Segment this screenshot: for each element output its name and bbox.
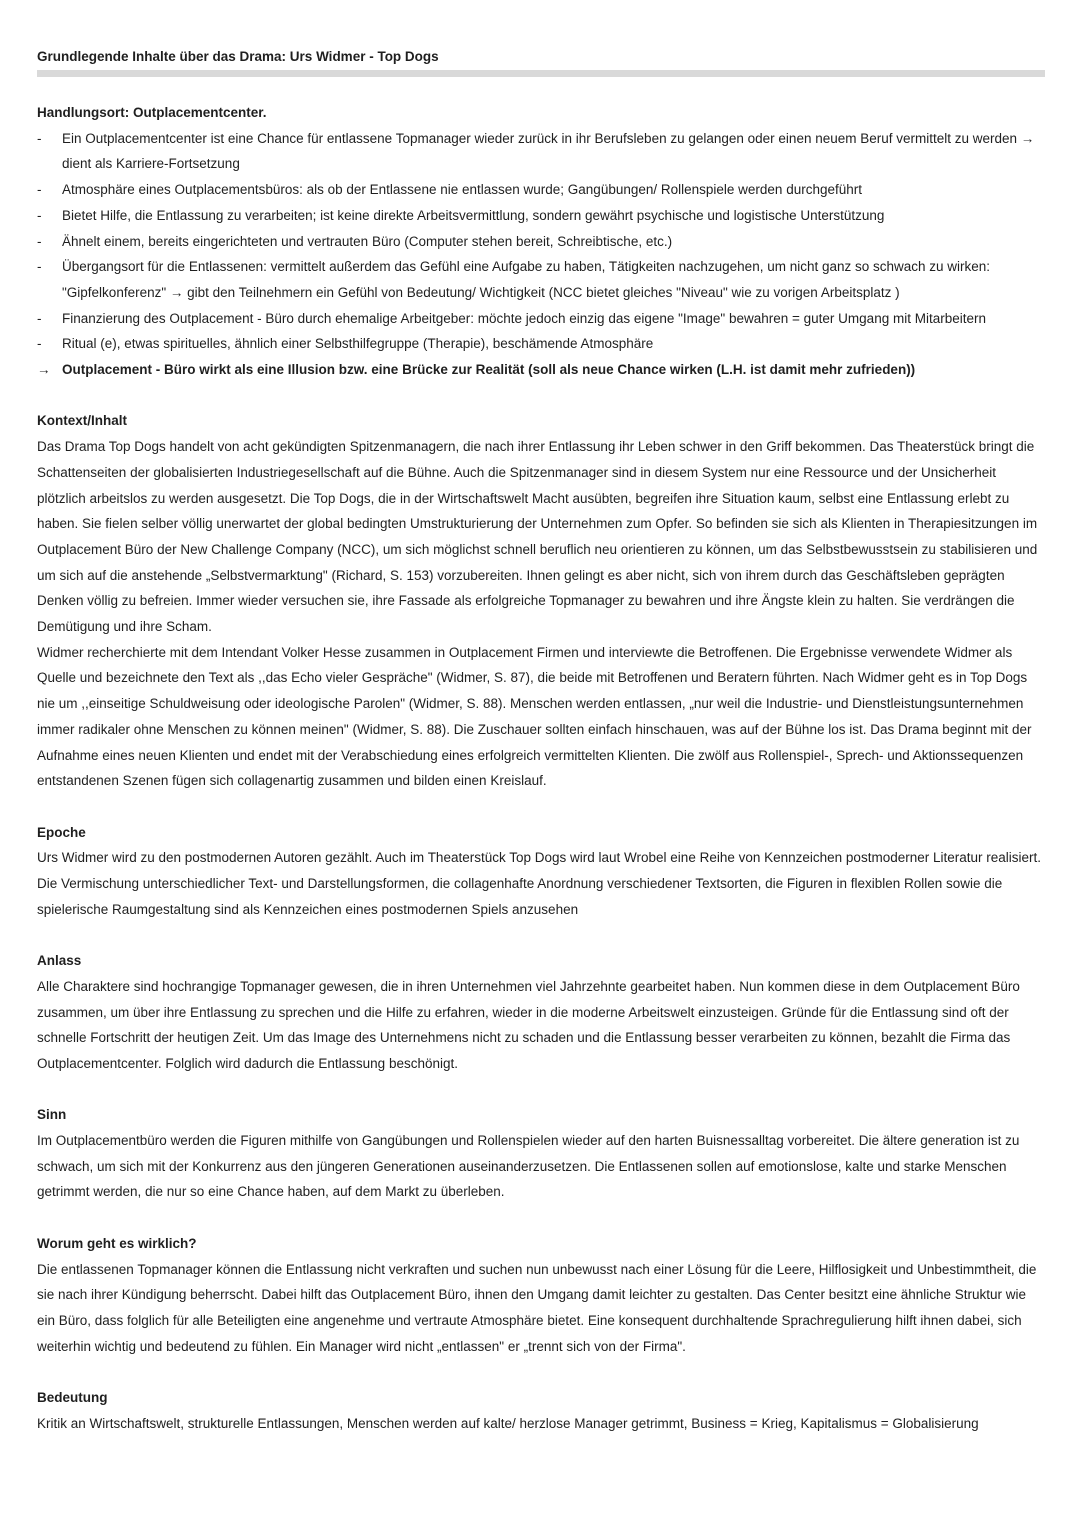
section-worum	[37, 1231, 1045, 1360]
list-item	[37, 177, 1045, 203]
section-sinn	[37, 1102, 1045, 1205]
bullet-dash: -	[37, 207, 42, 223]
spacer	[37, 383, 1045, 409]
list-item	[37, 254, 1045, 305]
bullet-dash: -	[37, 259, 42, 275]
section-heading-epoche: Epoche	[37, 824, 86, 840]
spacer	[37, 1077, 1045, 1103]
list-item-text: Finanzierung des Outplacement - Büro durch ehemalige Arbeitgeber: möchte jedoch einzig das eigene "Image" bewahren = guter Umgang mit Mitarbeitern	[62, 310, 986, 326]
title-divider	[37, 70, 1045, 77]
list-item-text: Atmosphäre eines Outplacementsbüros: als ob der Entlassene nie entlassen wurde; Gangübungen/ Rollenspiele werden durchgeführt	[62, 182, 862, 198]
bedeutung-paragraph: Kritik an Wirtschaftswelt, strukturelle Entlassungen, Menschen werden auf kalte/ herzlose Manager getrimmt, Business = Krieg, Kapitalismus = Globalisierung	[37, 1415, 979, 1431]
bullet-dash: -	[37, 130, 42, 146]
section-bedeutung	[37, 1385, 1045, 1436]
anlass-paragraph: Alle Charaktere sind hochrangige Topmanager gewesen, die in ihren Unternehmen viel Jahrzehnte gearbeitet haben. Nun kommen diese in dem Outplacement Büro zusammen, um über ihre Entlassung zu sprechen und die Hilfe zu erfahren, wieder in die moderne Arbeitswelt einzusteigen. Gründe für die Entlassung sind oft der schnelle Fortschritt der heutigen Zeit. Um das Image des Unternehmens nicht zu schaden und die Entlassung besser verarbeiten zu können, bezahlt die Firma das Outplacementcenter. Folglich wird dadurch die Entlassung beschönigt.	[37, 978, 1020, 1071]
list-item	[37, 229, 1045, 255]
section-heading-kontext: Kontext/Inhalt	[37, 413, 127, 429]
list-item-text: Ritual (e), etwas spirituelles, ähnlich einer Selbsthilfegruppe (Therapie), beschämende Atmosphäre	[62, 336, 654, 352]
list-item-text: Übergangsort für die Entlassenen: vermittelt außerdem das Gefühl eine Aufgabe zu haben, Tätigkeiten nachzugehen, um nicht ganz so schwach zu wirken: "Gipfelkonferenz" → gibt den Teilnehmern ein Gefühl von Bedeutung/ Wichtigkeit (NCC bietet gleiches "Niveau" wie zu vorigen Arbeitsplatz )	[62, 259, 991, 300]
section-anlass	[37, 948, 1045, 1077]
spacer	[37, 922, 1045, 948]
spacer	[37, 794, 1045, 820]
spacer	[37, 1359, 1045, 1385]
document-title: Grundlegende Inhalte über das Drama: Urs Widmer - Top Dogs	[37, 49, 439, 64]
section-heading-handlungsort: Handlungsort: Outplacementcenter.	[37, 105, 267, 120]
bullet-dash: -	[37, 182, 42, 198]
bullet-dash: -	[37, 336, 42, 352]
list-item-text: Ähnelt einem, bereits eingerichteten und vertrauten Büro (Computer stehen bereit, Schreibtische, etc.)	[62, 233, 673, 249]
section-handlungsort	[37, 100, 1045, 383]
conclusion-text: Outplacement - Büro wirkt als eine Illusion bzw. eine Brücke zur Realität (soll als neue Chance wirken (L.H. ist damit mehr zufrieden))	[62, 362, 916, 378]
document-page	[37, 46, 1045, 1436]
bullet-dash: -	[37, 310, 42, 326]
epoche-paragraph: Urs Widmer wird zu den postmodernen Autoren gezählt. Auch im Theaterstück Top Dogs wird laut Wrobel eine Reihe von Kennzeichen postmoderner Literatur realisiert. Die Vermischung unterschiedlicher Text- und Darstellungsformen, die collagenhafte Anordnung verschiedener Textsorten, die Figuren in flexiblen Rollen sowie die spielerische Raumgestaltung sind als Kennzeichen eines postmodernen Spiels anzusehen	[37, 850, 1042, 917]
list-item-text: Ein Outplacementcenter ist eine Chance für entlassene Topmanager wieder zurück in ihr Berufsleben zu gelangen oder einen neuem Beruf vermittelt zu werden → dient als Karriere-Fortsetzung	[62, 130, 1035, 172]
list-item	[37, 331, 1045, 357]
kontext-paragraph-1: Das Drama Top Dogs handelt von acht gekündigten Spitzenmanagern, die nach ihrer Entlassung ihr Leben schwer in den Griff bekommen. Das Theaterstück bringt die Schattenseiten der globalisierten Industriegesellschaft auf die Bühne. Auch die Spitzenmanager sind in diesem System nur eine Ressource und der Unsicherheit plötzlich arbeitslos zu werden ausgesetzt. Die Top Dogs, die in der Wirtschaftswelt Macht ausübten, begreifen ihre Situation kaum, selbst eine Entlassung erlebt zu haben. Sie fielen selber völlig unerwartet der global bedingten Umstrukturierung der Unternehmen zum Opfer. So befinden sie sich als Klienten in Therapiesitzungen im Outplacement Büro der New Challenge Company (NCC), um sich möglichst schnell beruflich neu orientieren zu können, um das Selbstbewusstsein zu stabilisieren und um sich auf die anstehende „Selbstvermarktung" (Richard, S. 153) vorzubereiten. Ihnen gelingt es aber nicht, sich von ihrem durch das Geschäftsleben geprägten Denken völlig zu befreien. Immer wieder versuchen sie, ihre Fassade als erfolgreiche Topmanager zu bewahren und ihre Ängste klein zu halten. Sie verdrängen die Demütigung und ihre Scham.	[37, 439, 1038, 635]
sinn-paragraph: Im Outplacementbüro werden die Figuren mithilfe von Gangübungen und Rollenspielen wieder auf den harten Buisnessalltag vorbereitet. Die ältere generation ist zu schwach, um sich mit der Konkurrenz aus den jüngeren Generationen auseinanderzusetzen. Die Entlassenen sollen auf emotionslose, kalte und starke Menschen getrimmt werden, die nur so eine Chance haben, auf dem Markt zu überleben.	[37, 1133, 1020, 1200]
list-item	[37, 306, 1045, 332]
section-kontext	[37, 408, 1045, 794]
kontext-paragraph-2: Widmer recherchierte mit dem Intendant Volker Hesse zusammen in Outplacement Firmen und interviewte die Betroffenen. Die Ergebnisse verwendete Widmer als Quelle und bezeichnete den Text als ,,das Echo vieler Gespräche" (Widmer, S. 87), die beide mit Betroffenen und Beratern führten. Nach Widmer geht es in Top Dogs nie um ,,einseitige Schuldweisung oder ideologische Parolen" (Widmer, S. 88). Menschen werden entlassen, „nur weil die Industrie- und Dienstleistungsunternehmen immer radikaler ohne Menschen zu können meinen" (Widmer, S. 88). Die Zuschauer sollten einfach hinschauen, was auf der Bühne los ist. Das Drama beginnt mit der Aufnahme eines neuen Klienten und endet mit der Verabschiedung eines erfolgreich vermittelten Klienten. Die zwölf aus Rollenspiel-, Sprech- und Aktionssequenzen entstandenen Szenen fügen sich collagenartig zusammen und bilden einen Kreislauf.	[37, 644, 1032, 789]
section-epoche	[37, 820, 1045, 923]
arrow-right-icon: →	[37, 362, 51, 378]
handlungsort-conclusion	[37, 357, 1045, 383]
list-item-text: Bietet Hilfe, die Entlassung zu verarbeiten; ist keine direkte Arbeitsvermittlung, sondern gewährt psychische und logistische Unterstützung	[62, 207, 885, 223]
section-heading-worum: Worum geht es wirklich?	[37, 1235, 197, 1251]
bullet-dash: -	[37, 233, 42, 249]
section-heading-anlass: Anlass	[37, 953, 82, 969]
section-heading-bedeutung: Bedeutung	[37, 1390, 108, 1406]
list-item	[37, 126, 1045, 177]
section-heading-sinn: Sinn	[37, 1107, 67, 1123]
handlungsort-list	[37, 126, 1045, 357]
spacer	[37, 1205, 1045, 1231]
worum-paragraph: Die entlassenen Topmanager können die Entlassung nicht verkraften und suchen nun unbewusst nach einer Lösung für die Leere, Hilflosigkeit und Unbestimmtheit, die sie nach ihrer Kündigung beherrscht. Dabei hilft das Outplacement Büro, ihnen den Umgang damit leichter zu gestalten. Das Center besitzt eine ähnliche Struktur wie ein Büro, dass folglich für alle Beteiligten eine angenehme und vertraute Atmosphäre bietet. Eine konsequent durchhaltende Sprachregulierung hilft ihnen dabei, sich weiterhin wichtig und bedeutend zu fühlen. Ein Manager wird nicht „entlassen" er „trennt sich von der Firma".	[37, 1261, 1037, 1354]
list-item	[37, 203, 1045, 229]
